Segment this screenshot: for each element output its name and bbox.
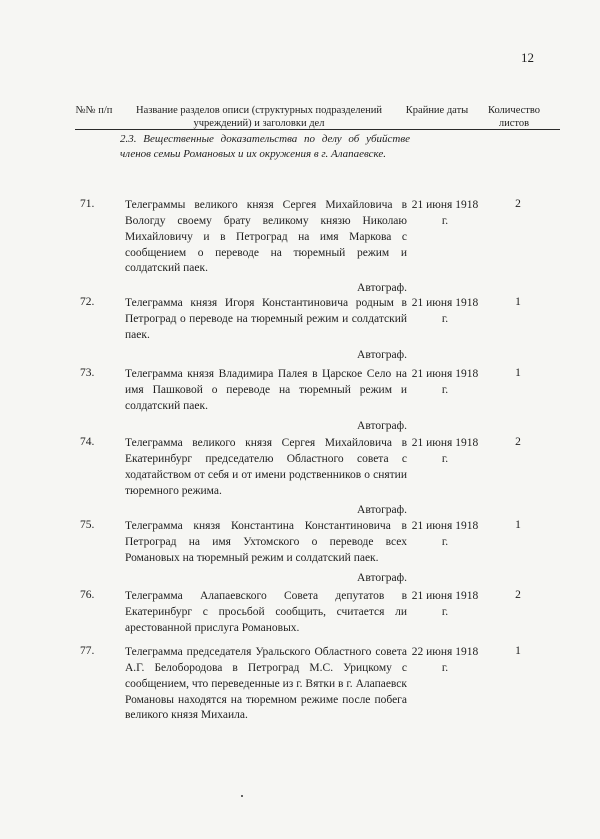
entry-note: Автограф. xyxy=(357,348,407,361)
entry-number: 76. xyxy=(80,589,95,601)
entry-dates: 21 июня 1918 г. xyxy=(411,590,479,618)
entry-number: 75. xyxy=(80,519,95,531)
entry-description xyxy=(125,198,407,297)
entry-note: Автограф. xyxy=(357,504,407,517)
entry-count: 2 xyxy=(515,198,521,210)
entry-dates: 21 июня 1918 г. xyxy=(411,368,479,396)
entry-description xyxy=(125,589,407,637)
entry-number: 77. xyxy=(80,645,95,657)
header-title: Название разделов описи (структурных подразделений учреждений) и заголовки дел xyxy=(136,105,382,130)
entry-text: Телеграмма председателя Уральского Областного совета А.Г. Белобородова в Петроград М.С. Урицкому с сообщением, что переведенные из г. Вятки в г. Алапаевск Романовы находятся на тюремном режиме после побега великого князя Михаила. xyxy=(125,646,407,722)
entry-dates: 22 июня 1918 г. xyxy=(411,646,479,674)
entry-text: Телеграмма князя Игоря Константиновича родным в Петроград о переводе на тюремный режим и солдатский паек. xyxy=(125,297,407,341)
entry-description xyxy=(125,519,407,586)
entry-text: Телеграмма князя Владимира Палея в Царское Село на имя Пашковой о переводе на тюремный режим и солдатский паек. xyxy=(125,368,407,412)
entry-description xyxy=(125,436,407,519)
entry-text: Телеграмма князя Константина Константиновича в Петроград на имя Ухтомского о переводе всех Романовых на тюремный режим и солдатский паек. xyxy=(125,520,407,564)
entry-dates: 21 июня 1918 г. xyxy=(411,199,479,227)
entry-count: 1 xyxy=(515,645,521,657)
section-title: 2.3. Вещественные доказательства по делу об убийстве членов семьи Романовых и их окружения в г. Алапаевске. xyxy=(120,133,410,161)
entry-number: 74. xyxy=(80,436,95,448)
entry-text: Телеграмма Алапаевского Совета депутатов в Екатеринбург с просьбой сообщить, считается ли арестованной прислуга Романовых. xyxy=(125,590,407,634)
header-num: №№ п/п xyxy=(75,105,113,116)
entry-count: 2 xyxy=(515,589,521,601)
entry-text: Телеграмма великого князя Сергея Михайловича в Екатеринбург председателю Областного совета с ходатайством от себя и от имени родственников о снятии тюремного режима. xyxy=(125,437,407,497)
page-number: 12 xyxy=(521,50,534,65)
entry-note: Автограф. xyxy=(357,571,407,584)
entry-number: 71. xyxy=(80,198,95,210)
entry-description xyxy=(125,296,407,363)
entry-count: 1 xyxy=(515,296,521,308)
entry-count: 1 xyxy=(515,367,521,379)
header-dates: Крайние даты xyxy=(405,105,469,116)
entry-note: Автограф. xyxy=(357,419,407,432)
entry-number: 73. xyxy=(80,367,95,379)
entry-dates: 21 июня 1918 г. xyxy=(411,297,479,325)
entry-dates: 21 июня 1918 г. xyxy=(411,520,479,548)
entry-number: 72. xyxy=(80,296,95,308)
entry-note: Автограф. xyxy=(357,282,407,295)
entry-count: 2 xyxy=(515,436,521,448)
header-count: Количество листов xyxy=(487,105,541,130)
entry-count: 1 xyxy=(515,519,521,531)
entry-text: Телеграммы великого князя Сергея Михайловича в Вологду своему брату великому князю Николаю Михайловичу и в Петроград на имя Маркова с сообщением о переводе на тюремный режим и солдатский паек. xyxy=(125,199,407,275)
scan-speck xyxy=(241,795,243,797)
entry-description xyxy=(125,367,407,434)
entry-dates: 21 июня 1918 г. xyxy=(411,437,479,465)
entry-description xyxy=(125,645,407,724)
header-divider xyxy=(75,129,560,130)
